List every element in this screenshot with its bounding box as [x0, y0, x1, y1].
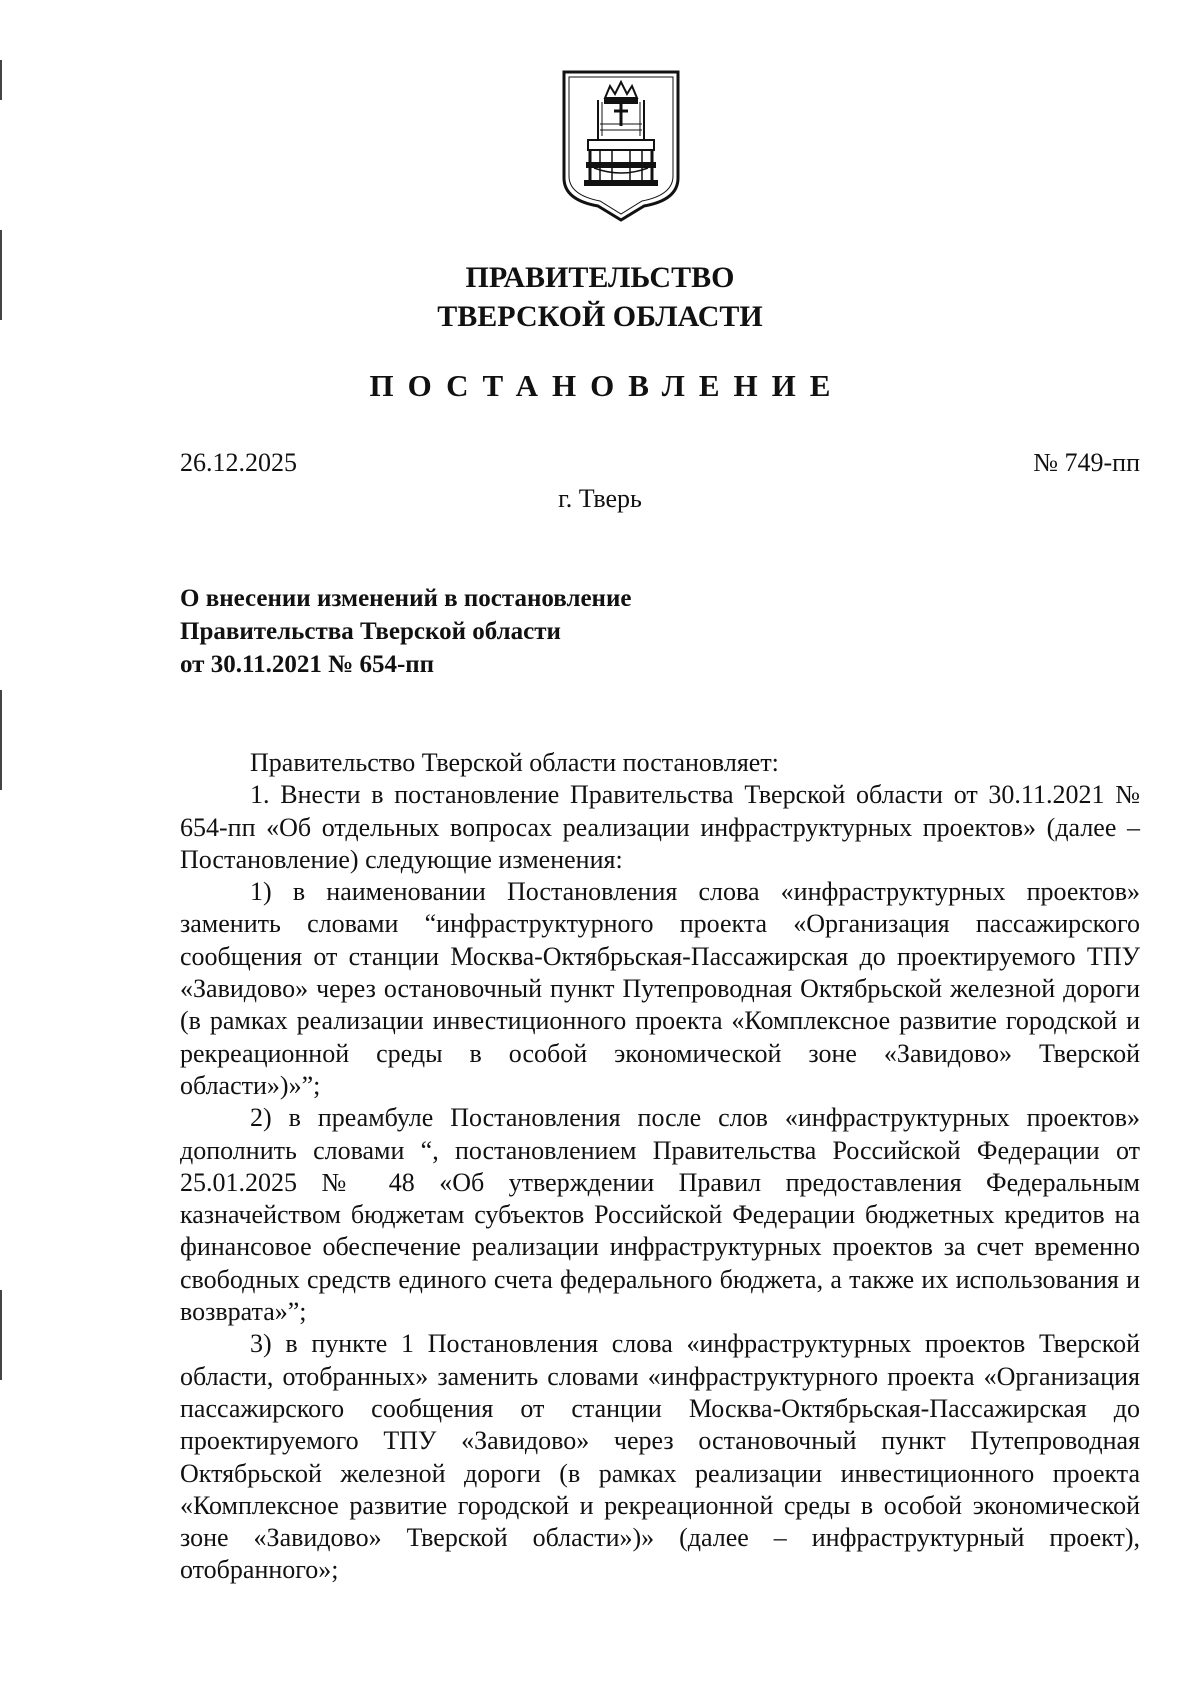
document-subject: [180, 582, 880, 681]
subject-line: Правительства Тверской области: [180, 618, 561, 645]
clause-1: 1. Внести в постановление Правительства Тверской области от 30.11.2021 № 654-пп «Об отдельных вопросах реализации инфраструктурных проектов» (далее – Постановление) следующие изменения:: [180, 780, 1140, 874]
document-type-title: ПОСТАНОВЛЕНИЕ: [369, 368, 845, 403]
document-city: г. Тверь: [558, 484, 642, 513]
subclause-3: 3) в пункте 1 Постановления слова «инфраструктурных проектов Тверской области, отобранных» заменить словами «инфраструктурного проекта «Организация пассажирского сообщения от станции Москва-Октябрьская-Пассажирская до проектируемого ТПУ «Завидово» через остановочный пункт Путепроводная Октябрьской железной дороги (в рамках реализации инвестиционного проекта «Комплексное развитие городской и рекреационной среды в особой экономической зоне «Завидово» Тверской области»)» (далее – инфраструктурный проект), отобранного»;: [180, 1329, 1140, 1585]
subclause-1: 1) в наименовании Постановления слова «инфраструктурных проектов» заменить словами “инфраструктурного проекта «Организация пассажирского сообщения от станции Москва-Октябрьская-Пассажирская до проектируемого ТПУ «Завидово» через остановочный пункт Путепроводная Октябрьской железной дороги (в рамках реализации инвестиционного проекта «Комплексное развитие городской и рекреационной среды в особой экономической зоне «Завидово» Тверской области»)»”;: [180, 877, 1140, 1100]
tver-coat-of-arms-icon: [560, 68, 682, 222]
intro-paragraph: Правительство Тверской области постановляет:: [250, 748, 779, 777]
organization-name-line2: ТВЕРСКОЙ ОБЛАСТИ: [437, 300, 763, 333]
subject-line: от 30.11.2021 № 654-пп: [180, 651, 435, 678]
scan-margin-mark: [0, 690, 2, 790]
subject-line: О внесении изменений в постановление: [180, 585, 632, 612]
scan-margin-mark: [0, 60, 2, 100]
subclause-2: 2) в преамбуле Постановления после слов «инфраструктурных проектов» дополнить словами “, постановлением Правительства Российской Федерации от 25.01.2025 № 48 «Об утверждении Правил предоставления Федеральным казначейством бюджетам субъектов Российской Федерации бюджетных кредитов на финансовое обеспечение реализации инфраструктурных проектов за счет временно свободных средств единого счета федерального бюджета, а также их использования и возврата»”;: [180, 1103, 1140, 1327]
scan-margin-mark: [0, 1290, 2, 1380]
document-date: 26.12.2025: [180, 448, 297, 477]
document-body: [180, 747, 1140, 1587]
organization-name-line1: ПРАВИТЕЛЬСТВО: [465, 261, 735, 294]
document-number: № 749-пп: [1033, 448, 1140, 477]
